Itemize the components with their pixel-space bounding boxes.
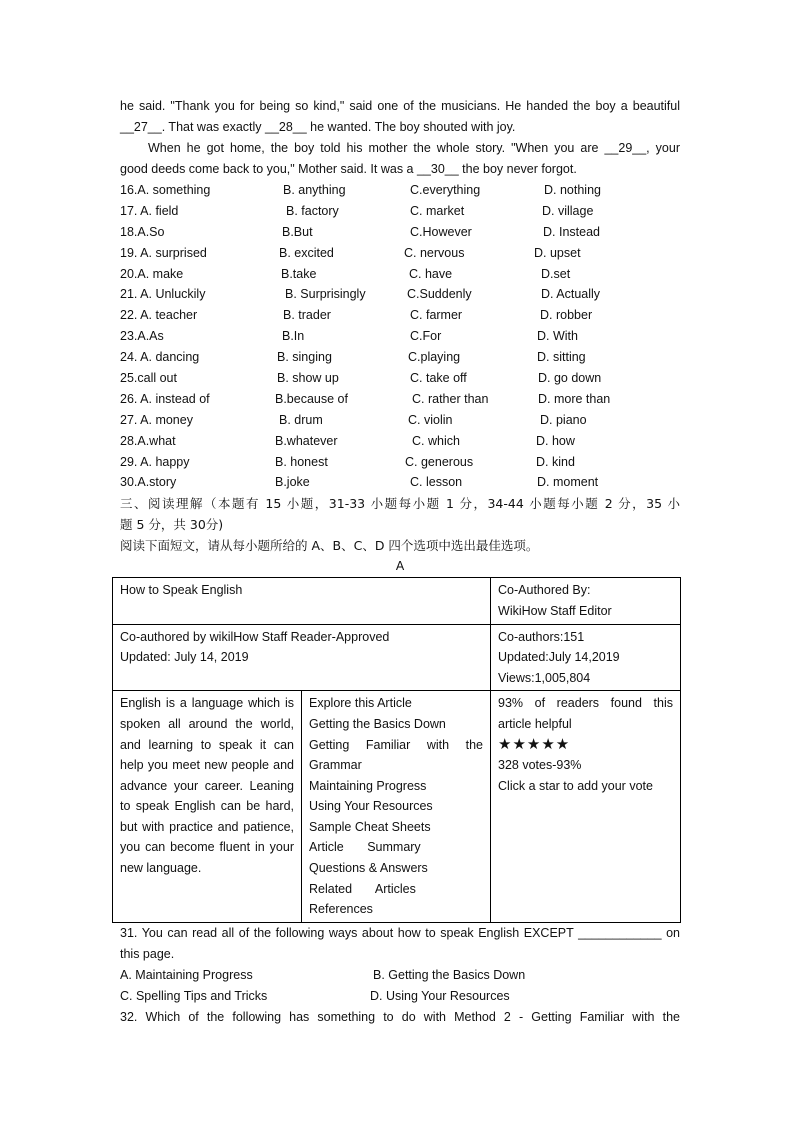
option-c: C. lesson bbox=[410, 475, 463, 490]
option-a: 24. A. dancing bbox=[120, 350, 200, 365]
passage-line: good deeds come back to you," Mother said. It was a __30__ the boy never forgot. bbox=[120, 162, 577, 176]
intro-cell bbox=[113, 691, 302, 923]
rating-cell bbox=[491, 691, 681, 923]
option-b: B. excited bbox=[279, 245, 334, 260]
option-d: D. village bbox=[542, 203, 594, 218]
question-31: 31. You can read all of the following ways about how to speak English EXCEPT ____________ on bbox=[120, 925, 680, 940]
option-c: C.Suddenly bbox=[407, 287, 472, 302]
option-c: C. nervous bbox=[404, 245, 465, 260]
star-rating[interactable]: ★★★★★ bbox=[498, 735, 571, 753]
q31-option-a: A. Maintaining Progress bbox=[120, 967, 253, 982]
question-31-options-row bbox=[120, 986, 680, 1007]
explore-link[interactable]: Related Articles bbox=[309, 881, 416, 896]
option-row bbox=[120, 347, 680, 368]
q31-option-c: C. Spelling Tips and Tricks bbox=[120, 988, 268, 1003]
option-row bbox=[120, 264, 680, 285]
option-a: 16.A. something bbox=[120, 183, 211, 197]
explore-link[interactable]: Using Your Resources bbox=[309, 799, 433, 814]
option-d: D. robber bbox=[540, 308, 593, 323]
helpful-text: 93% of readers found this article helpful bbox=[498, 696, 674, 731]
stats-cell bbox=[491, 624, 681, 691]
option-b: B. show up bbox=[277, 371, 339, 386]
option-a: 21. A. Unluckily bbox=[120, 287, 206, 302]
option-a: 26. A. instead of bbox=[120, 391, 210, 406]
vote-hint: Click a star to add your vote bbox=[498, 778, 653, 793]
q31-option-d: D. Using Your Resources bbox=[370, 988, 510, 1003]
coauthored-value: WikiHow Staff Editor bbox=[498, 603, 612, 618]
coauthored-label: Co-Authored By: bbox=[498, 583, 591, 598]
option-d: D.set bbox=[541, 266, 571, 281]
question-31-options-row bbox=[120, 965, 680, 986]
option-d: D. upset bbox=[534, 245, 581, 260]
option-c: C.For bbox=[410, 329, 442, 344]
options-list bbox=[120, 180, 680, 493]
meta-cell bbox=[113, 624, 491, 691]
option-row bbox=[120, 472, 680, 493]
option-row bbox=[120, 368, 680, 389]
option-row bbox=[120, 305, 680, 326]
option-b: B.whatever bbox=[275, 433, 338, 448]
passage-line: When he got home, the boy told his mother the whole story. "When you are __29__, your bbox=[148, 141, 680, 155]
votes-count: 328 votes-93% bbox=[498, 758, 582, 773]
option-row bbox=[120, 326, 680, 347]
explore-link[interactable]: Article Summary bbox=[309, 840, 421, 855]
explore-link[interactable]: Getting the Basics Down bbox=[309, 716, 446, 731]
intro-text: English is a language which is spoken all around the world, and learning to speak it can help you meet new people and advance your career. Leaning to speak English can be hard, but with practice and patience, you can become fluent in your new language. bbox=[120, 696, 294, 876]
question-32: 32. Which of the following has something to do with Method 2 - Getting Familiar with the bbox=[120, 1009, 680, 1024]
option-b: B. drum bbox=[279, 412, 323, 427]
option-row bbox=[120, 389, 680, 410]
passage-line: __27__. That was exactly __28__ he wanted. The boy shouted with joy. bbox=[120, 120, 516, 134]
option-b: B.But bbox=[282, 224, 313, 239]
explore-link[interactable]: Getting Familiar with the Grammar bbox=[309, 737, 484, 773]
option-a: 28.A.what bbox=[120, 433, 176, 448]
option-row bbox=[120, 452, 680, 473]
option-d: D. more than bbox=[538, 391, 611, 406]
updated-date-right: Updated:July 14,2019 bbox=[498, 650, 620, 665]
option-d: D. Actually bbox=[541, 287, 601, 302]
option-d: D. kind bbox=[536, 454, 575, 469]
option-a: 18.A.So bbox=[120, 224, 165, 239]
option-c: C. rather than bbox=[412, 391, 489, 406]
option-d: D. sitting bbox=[537, 350, 586, 365]
reader-approved: Co-authored by wikilHow Staff Reader-Approved bbox=[120, 629, 390, 644]
option-row bbox=[120, 201, 680, 222]
option-d: D. With bbox=[537, 329, 578, 344]
option-c: C. take off bbox=[410, 371, 467, 386]
option-row bbox=[120, 431, 680, 452]
option-c: C.playing bbox=[408, 350, 461, 365]
updated-date: Updated: July 14, 2019 bbox=[120, 650, 249, 665]
coauthored-cell bbox=[491, 578, 681, 624]
option-c: C.However bbox=[410, 224, 472, 239]
option-b: B. factory bbox=[286, 203, 339, 218]
views-count: Views:1,005,804 bbox=[498, 670, 591, 685]
option-a: 30.A.story bbox=[120, 475, 177, 490]
section-heading-cont: 题 5 分，共 30分) bbox=[120, 517, 224, 533]
option-a: 19. A. surprised bbox=[120, 245, 207, 260]
option-row bbox=[120, 410, 680, 431]
option-row bbox=[120, 284, 680, 305]
explore-link[interactable]: Maintaining Progress bbox=[309, 778, 427, 793]
option-d: D. piano bbox=[540, 412, 587, 427]
article-table bbox=[112, 577, 681, 923]
explore-link[interactable]: References bbox=[309, 902, 373, 917]
question-31-cont: this page. bbox=[120, 946, 175, 961]
option-b: B. anything bbox=[283, 183, 346, 197]
option-a: 27. A. money bbox=[120, 412, 193, 427]
option-c: C.everything bbox=[410, 183, 481, 197]
option-b: B. Surprisingly bbox=[285, 287, 366, 302]
option-row bbox=[120, 222, 680, 243]
option-a: 23.A.As bbox=[120, 329, 164, 344]
option-row bbox=[120, 180, 680, 201]
option-b: B.because of bbox=[275, 391, 348, 406]
option-b: B. trader bbox=[283, 308, 331, 323]
article-title-cell bbox=[113, 578, 491, 624]
option-b: B.joke bbox=[275, 475, 310, 490]
q31-option-b: B. Getting the Basics Down bbox=[373, 967, 526, 982]
section-heading: 三、阅读理解（本题有 15 小题，31-33 小题每小题 1 分，34-44 小题每小题 2 分，35 小 bbox=[120, 496, 680, 512]
option-b: B. singing bbox=[277, 350, 332, 365]
explore-link[interactable]: Questions & Answers bbox=[309, 861, 428, 876]
passage-label: A bbox=[395, 559, 405, 574]
option-c: C. have bbox=[409, 266, 453, 281]
option-b: B.In bbox=[282, 329, 305, 344]
option-d: D. moment bbox=[537, 475, 599, 490]
option-d: D. how bbox=[536, 433, 575, 448]
option-c: C. market bbox=[410, 203, 465, 218]
option-d: D. nothing bbox=[544, 183, 601, 197]
option-a: 29. A. happy bbox=[120, 454, 190, 469]
option-a: 22. A. teacher bbox=[120, 308, 198, 323]
option-d: D. go down bbox=[538, 371, 602, 386]
option-row bbox=[120, 243, 680, 264]
option-a: 17. A. field bbox=[120, 203, 179, 218]
option-b: B. honest bbox=[275, 454, 328, 469]
option-c: C. which bbox=[412, 433, 460, 448]
option-d: D. Instead bbox=[543, 224, 600, 239]
section-instruction: 阅读下面短文，请从每小题所给的 A、B、C、D 四个选项中选出最佳选项。 bbox=[120, 538, 539, 554]
explore-cell bbox=[302, 691, 491, 923]
option-a: 25.call out bbox=[120, 371, 177, 386]
option-c: C. farmer bbox=[410, 308, 463, 323]
option-b: B.take bbox=[281, 266, 317, 281]
coauthors-count: Co-authors:151 bbox=[498, 629, 585, 644]
option-c: C. violin bbox=[408, 412, 453, 427]
option-c: C. generous bbox=[405, 454, 474, 469]
option-a: 20.A. make bbox=[120, 266, 184, 281]
article-title: How to Speak English bbox=[120, 583, 243, 598]
explore-link[interactable]: Sample Cheat Sheets bbox=[309, 819, 431, 834]
exam-page bbox=[120, 96, 680, 1028]
passage-line: he said. "Thank you for being so kind," said one of the musicians. He handed the boy a beautiful bbox=[120, 99, 680, 113]
explore-heading: Explore this Article bbox=[309, 696, 412, 711]
